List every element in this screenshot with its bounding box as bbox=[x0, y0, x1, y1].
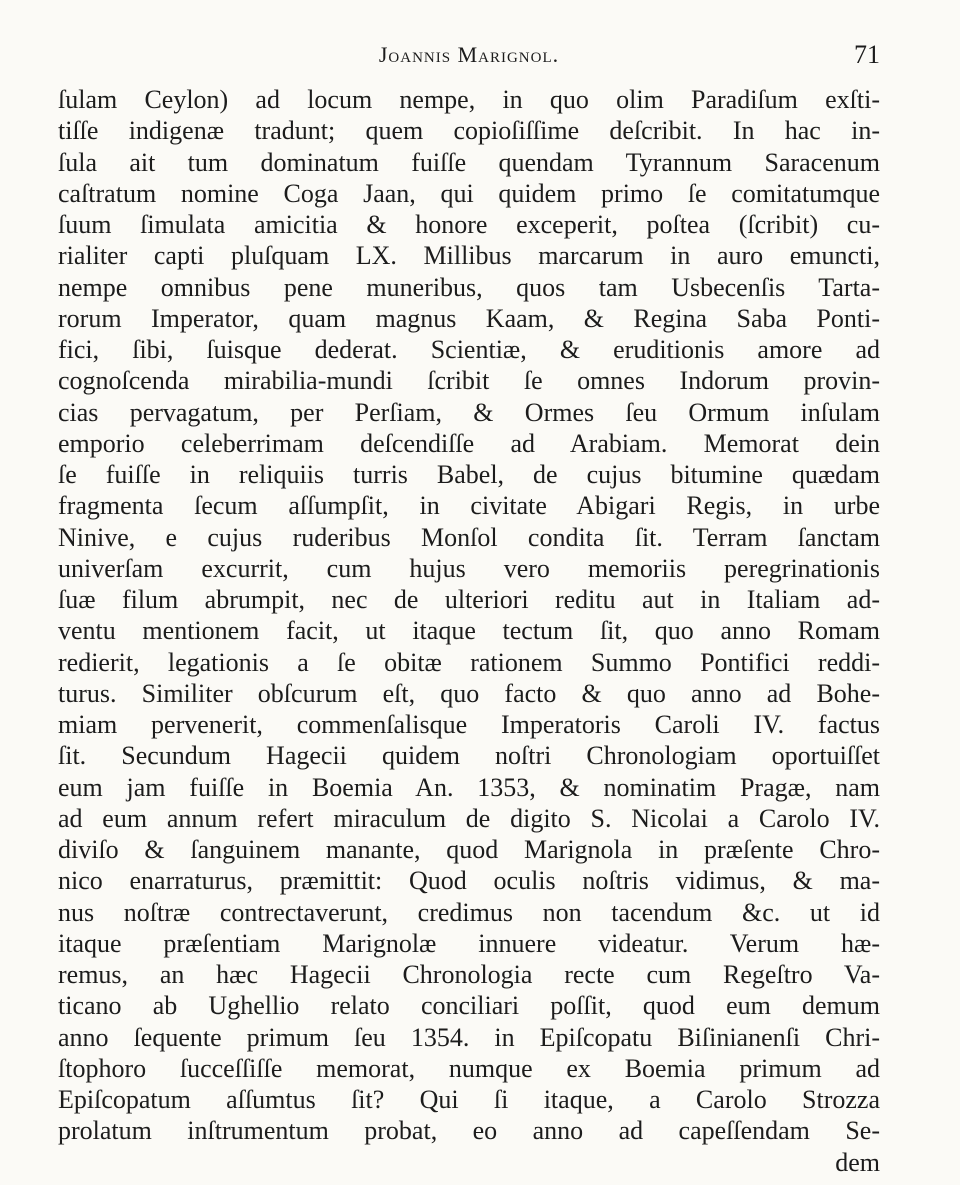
text-line: ſuum ſimulata amicitia & honore exceperit, poſtea (ſcribit) cu- bbox=[58, 210, 880, 239]
text-line: itaque præſentiam Marignolæ innuere videatur. Verum hæ- bbox=[58, 928, 880, 958]
text-line: nus noſtræ contrectaverunt, credimus non tacendum &c. ut id bbox=[58, 897, 880, 927]
text-line: ventu mentionem facit, ut itaque tectum ſit, quo anno Romam bbox=[58, 616, 880, 646]
text-line: ſtophoro ſucceſſiſſe memorat, numque ex Boemia primum ad bbox=[58, 1053, 880, 1083]
page-number: 71 bbox=[854, 40, 880, 69]
catchword: dem bbox=[835, 1147, 880, 1177]
text-line: ſit. Secundum Hagecii quidem noſtri Chronologiam oportuiſſet bbox=[58, 741, 880, 771]
text-line: univerſam excurrit, cum hujus vero memoriis peregrinationis bbox=[58, 553, 880, 583]
text-line: ticano ab Ughellio relato conciliari poſſit, quod eum demum bbox=[58, 991, 880, 1021]
text-line: eum jam fuiſſe in Boemia An. 1353, & nominatim Pragæ, nam bbox=[58, 772, 880, 802]
text-line: cias pervagatum, per Perſiam, & Ormes ſeu Ormum inſulam bbox=[58, 397, 880, 427]
text-line: caſtratum nomine Coga Jaan, qui quidem primo ſe comitatumque bbox=[58, 178, 880, 208]
text-line: nempe omnibus pene muneribus, quos tam Usbecenſis Tarta- bbox=[58, 272, 880, 302]
text-line: tiſſe indigenæ tradunt; quem copioſiſſime deſcribit. In hac in- bbox=[58, 116, 880, 146]
running-title: Joannis Marignol. bbox=[378, 42, 560, 67]
text-line: rialiter capti pluſquam LX. Millibus marcarum in auro emuncti, bbox=[58, 241, 880, 271]
text-line: prolatum inſtrumentum probat, eo anno ad capeſſendam Se- bbox=[58, 1116, 880, 1146]
running-head bbox=[58, 38, 880, 78]
text-line: miam pervenerit, commenſalisque Imperatoris Caroli IV. factus bbox=[58, 710, 880, 739]
text-line: turus. Similiter obſcurum eſt, quo facto & quo anno ad Bohe- bbox=[58, 678, 880, 708]
text-line: ſe fuiſſe in reliquiis turris Babel, de cujus bitumine quædam bbox=[58, 460, 880, 489]
text-line: redierit, legationis a ſe obitæ rationem Summo Pontifici reddi- bbox=[58, 647, 880, 677]
body-text bbox=[58, 84, 880, 1178]
text-line: fici, ſibi, ſuisque dederat. Scientiæ, & eruditionis amore ad bbox=[58, 335, 880, 364]
text-line: nico enarraturus, præmittit: Quod oculis noſtris vidimus, & ma- bbox=[58, 866, 880, 896]
text-line: fragmenta ſecum aſſumpſit, in civitate Abigari Regis, in urbe bbox=[58, 491, 880, 521]
text-line: remus, an hæc Hagecii Chronologia recte cum Regeſtro Va- bbox=[58, 960, 880, 989]
text-line: ſuæ filum abrumpit, nec de ulteriori reditu aut in Italiam ad- bbox=[58, 585, 880, 614]
text-line: Ninive, e cujus ruderibus Monſol condita ſit. Terram ſanctam bbox=[58, 522, 880, 552]
text-line: cognoſcenda mirabilia-mundi ſcribit ſe omnes Indorum provin- bbox=[58, 366, 880, 396]
text-line: ad eum annum refert miraculum de digito S. Nicolai a Carolo IV. bbox=[58, 803, 880, 833]
text-line: emporio celeberrimam deſcendiſſe ad Arabiam. Memorat dein bbox=[58, 428, 880, 458]
text-line: diviſo & ſanguinem manante, quod Marignola in præſente Chro- bbox=[58, 835, 880, 864]
text-line: ſula ait tum dominatum fuiſſe quendam Tyrannum Saracenum bbox=[58, 147, 880, 177]
text-line: Epiſcopatum aſſumtus ſit? Qui ſi itaque, a Carolo Strozza bbox=[58, 1085, 880, 1114]
text-line: anno ſequente primum ſeu 1354. in Epiſcopatu Biſinianenſi Chri- bbox=[58, 1022, 880, 1052]
text-line: rorum Imperator, quam magnus Kaam, & Regina Saba Ponti- bbox=[58, 303, 880, 333]
text-line: ſulam Ceylon) ad locum nempe, in quo olim Paradiſum exſti- bbox=[58, 85, 880, 114]
